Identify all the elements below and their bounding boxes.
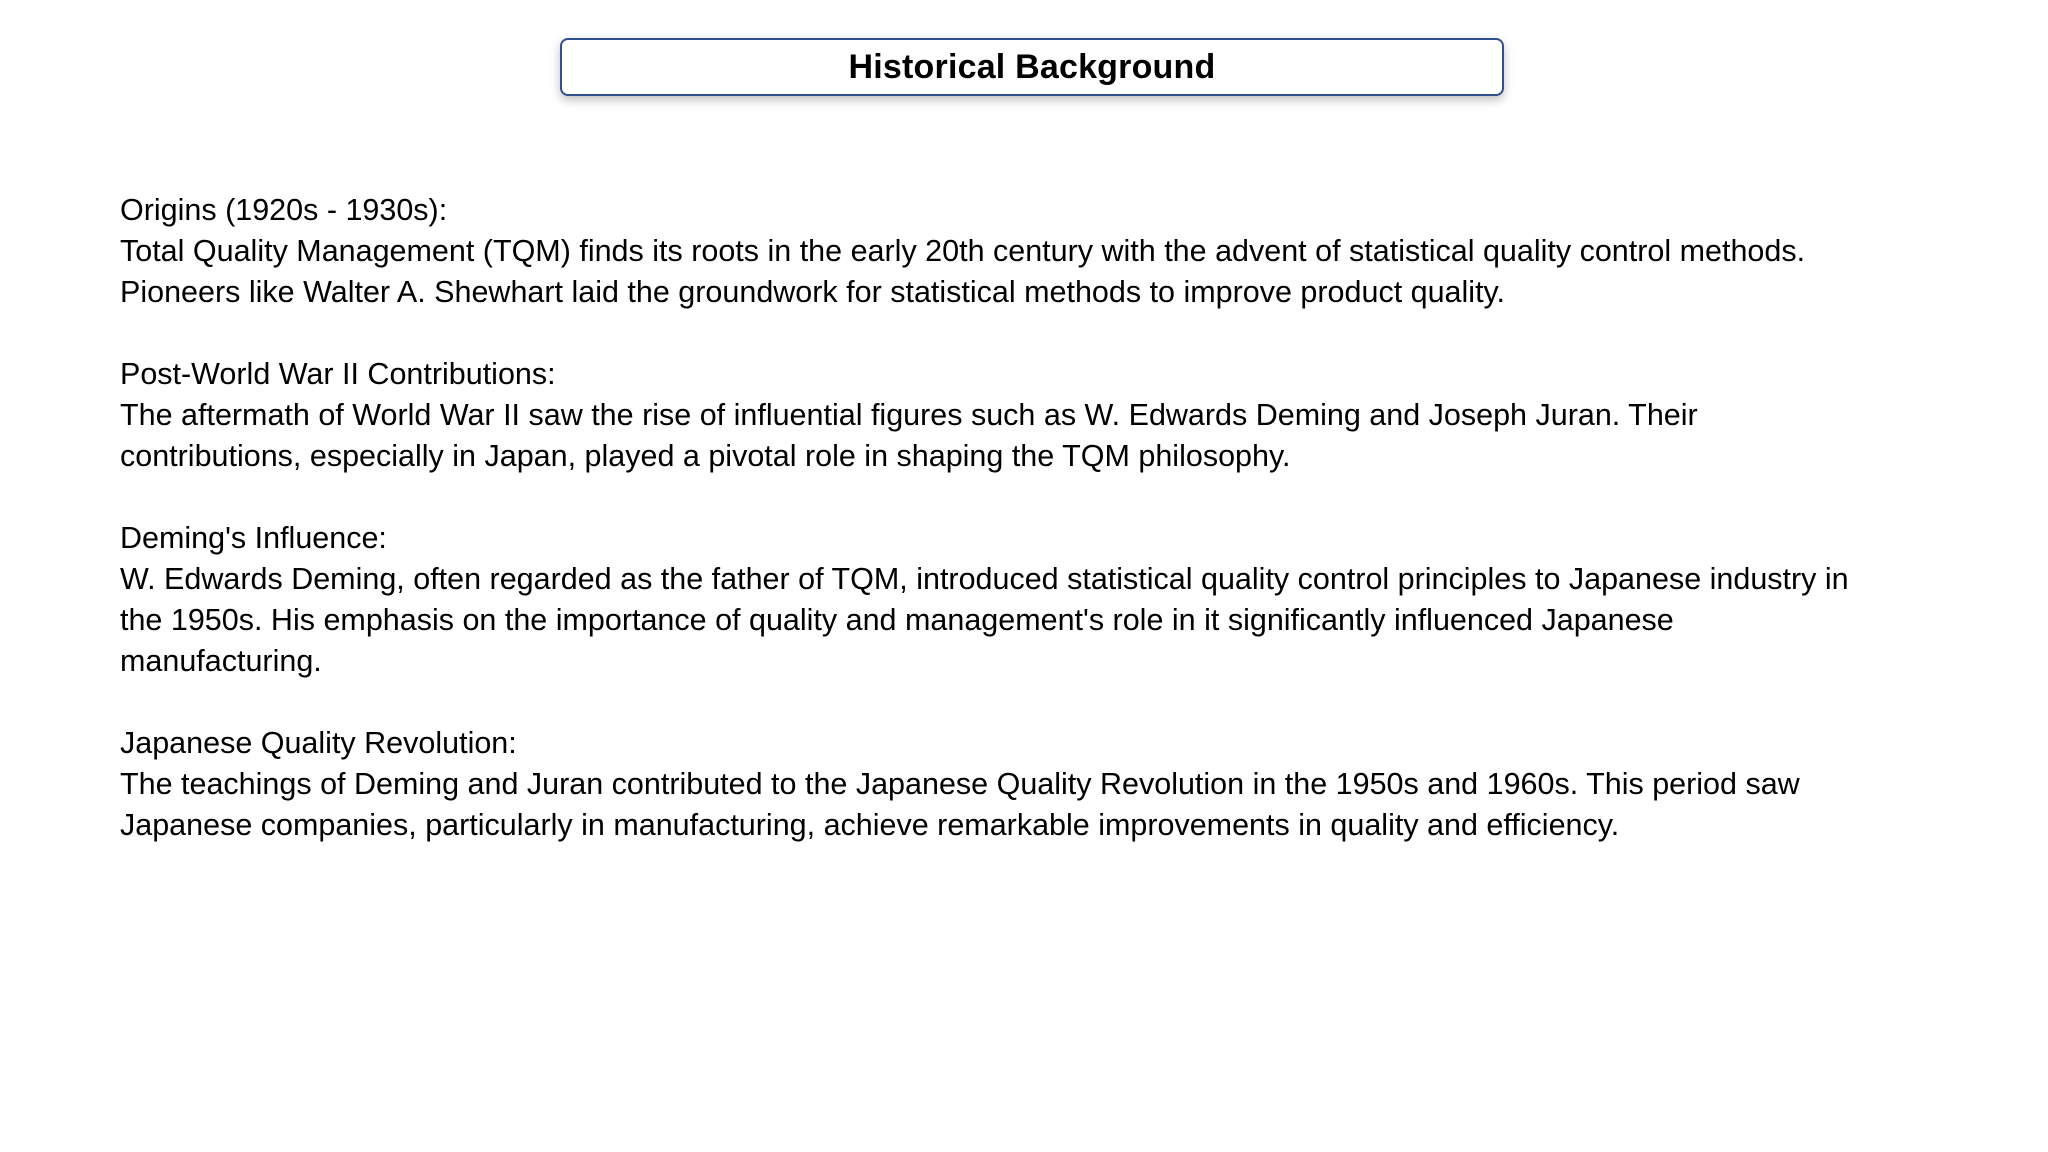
section-post-war: [120, 354, 1900, 477]
slide-title: Historical Background: [848, 47, 1216, 86]
section-heading: Post-World War II Contributions:: [120, 357, 556, 391]
slide-content: [120, 190, 1900, 887]
section-heading: Deming's Influence:: [120, 521, 387, 555]
section-body: The aftermath of World War II saw the rise of influential figures such as W. Edwards Deming and Joseph Juran. Their contributions, especially in Japan, played a pivotal role in shaping the TQM philosophy.: [120, 398, 1698, 473]
section-deming-influence: [120, 518, 1900, 682]
section-body: The teachings of Deming and Juran contributed to the Japanese Quality Revolution in the 1950s and 1960s. This period saw Japanese companies, particularly in manufacturing, achieve remarkable improvements in quality and efficiency.: [120, 767, 1800, 842]
section-heading: Origins (1920s - 1930s):: [120, 193, 448, 227]
section-heading: Japanese Quality Revolution:: [120, 726, 517, 760]
section-japanese-revolution: [120, 723, 1900, 846]
section-body: W. Edwards Deming, often regarded as the father of TQM, introduced statistical quality control principles to Japanese industry in the 1950s. His emphasis on the importance of quality and management's role in it significantly influenced Japanese manufacturing.: [120, 562, 1849, 678]
title-box: [560, 38, 1504, 96]
section-origins: [120, 190, 1900, 313]
section-body: Total Quality Management (TQM) finds its roots in the early 20th century with the advent of statistical quality control methods. Pioneers like Walter A. Shewhart laid the groundwork for statistical methods to improve product quality.: [120, 234, 1806, 309]
